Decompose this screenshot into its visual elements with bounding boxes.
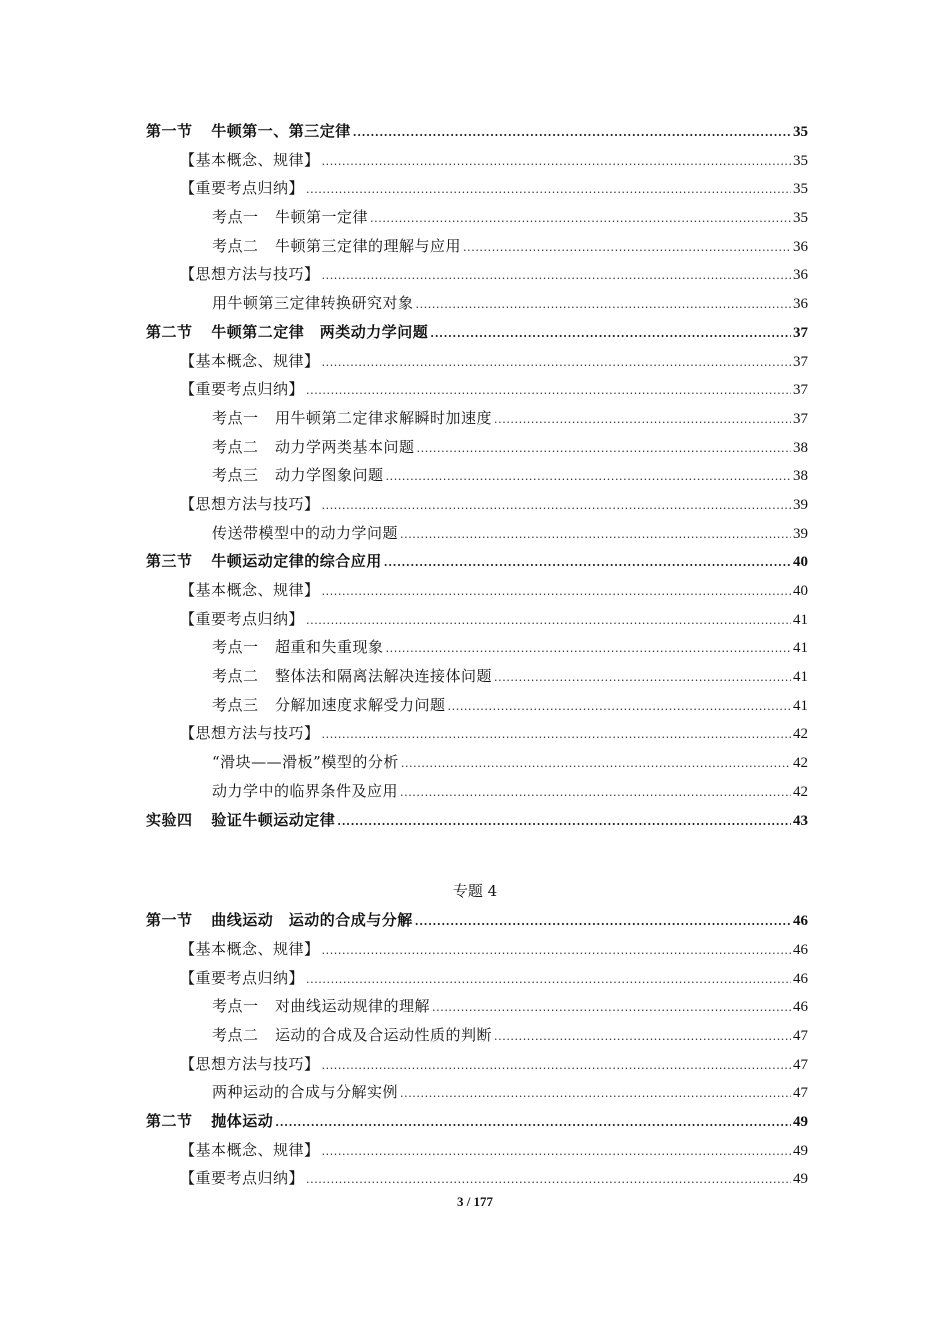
toc-entry-label: 考点二: [212, 437, 259, 456]
toc-entry-label: 第二节: [146, 1112, 193, 1130]
toc-entry[interactable]: [146, 146, 808, 175]
toc-entry-label: 考点三: [212, 695, 259, 714]
toc-entry-title: 动力学两类基本问题: [275, 437, 415, 456]
toc-entry[interactable]: [146, 1136, 808, 1165]
toc-entry-title: 用牛顿第三定律转换研究对象: [212, 294, 414, 313]
toc-entry-title: 抛体运动: [211, 1112, 274, 1130]
toc-entry-page-number: 37: [793, 382, 808, 399]
toc-section-part2: [146, 906, 808, 1193]
toc-entry-page-number: 49: [793, 1171, 808, 1188]
toc-entry-page-number: 41: [793, 669, 808, 686]
toc-section-part1: [146, 117, 808, 834]
toc-entry[interactable]: [146, 935, 808, 964]
toc-entry-title: 【基本概念、规律】: [180, 150, 320, 169]
toc-entry-title: 【重要考点归纳】: [180, 609, 305, 628]
dot-leader: [306, 607, 791, 636]
toc-entry-title: 传送带模型中的动力学问题: [212, 523, 399, 542]
toc-entry-label: 考点一: [212, 638, 259, 657]
dot-leader: [416, 291, 791, 320]
toc-entry-page-number: 46: [793, 913, 808, 930]
toc-entry-page-number: 47: [793, 1056, 808, 1073]
toc-entry-title: 【基本概念、规律】: [180, 581, 320, 599]
toc-entry-title: 【重要考点归纳】: [180, 380, 305, 399]
toc-entry-title: 分解加速度求解受力问题: [275, 695, 446, 714]
toc-entry-title: 验证牛顿运动定律: [211, 810, 336, 829]
toc-entry[interactable]: [146, 490, 808, 519]
dot-leader: [417, 435, 791, 464]
toc-entry-title: 【重要考点归纳】: [180, 179, 305, 198]
toc-entry[interactable]: [146, 203, 808, 232]
toc-entry-title: 【思想方法与技巧】: [180, 724, 320, 743]
toc-entry-title: 超重和失重现象: [275, 638, 384, 657]
toc-entry[interactable]: [146, 174, 808, 203]
toc-entry-page-number: 36: [793, 238, 808, 255]
toc-entry[interactable]: [146, 633, 808, 662]
toc-entry[interactable]: [146, 806, 808, 835]
dot-leader: [306, 1166, 791, 1195]
toc-entry-page-number: 49: [793, 1114, 808, 1130]
toc-entry-label: 考点一: [212, 408, 259, 427]
toc-entry-page-number: 43: [793, 812, 808, 829]
toc-entry-page-number: 39: [793, 496, 808, 513]
toc-entry[interactable]: [146, 662, 808, 691]
toc-entry-page-number: 36: [793, 296, 808, 313]
dot-leader: [322, 578, 791, 607]
toc-entry-label: 考点二: [212, 1025, 259, 1044]
toc-entry[interactable]: [146, 547, 808, 576]
dot-leader: [400, 521, 791, 550]
toc-entry-page-number: 35: [793, 152, 808, 169]
toc-entry[interactable]: [146, 347, 808, 376]
toc-entry-title: 【重要考点归纳】: [180, 1169, 305, 1188]
dot-leader: [306, 966, 791, 995]
toc-entry-page-number: 39: [793, 525, 808, 542]
dot-leader: [322, 1138, 791, 1167]
toc-entry[interactable]: [146, 1078, 808, 1107]
dot-leader: [400, 1080, 791, 1109]
toc-entry-page-number: 47: [793, 1027, 808, 1044]
toc-entry-page-number: 41: [793, 697, 808, 714]
dot-leader: [430, 320, 791, 349]
toc-entry-title: 【基本概念、规律】: [180, 1140, 320, 1159]
toc-entry[interactable]: [146, 777, 808, 806]
toc-entry-title: 牛顿第一、第三定律: [211, 122, 351, 140]
toc-entry-label: 实验四: [146, 810, 193, 829]
toc-entry-label: 第一节: [146, 911, 193, 930]
dot-leader: [322, 721, 791, 750]
dot-leader: [401, 750, 791, 779]
toc-entry-label: 考点二: [212, 667, 259, 686]
page-number-footer: 3 / 177: [456, 1194, 494, 1209]
toc-entry[interactable]: [146, 260, 808, 289]
table-of-contents: [146, 117, 808, 1193]
toc-entry-title: 两种运动的合成与分解实例: [212, 1083, 399, 1102]
toc-entry-page-number: 42: [793, 755, 808, 772]
toc-entry-page-number: 40: [793, 583, 808, 599]
toc-entry-title: 动力学图象问题: [275, 466, 384, 485]
toc-entry[interactable]: [146, 117, 808, 146]
toc-entry-title: 【思想方法与技巧】: [180, 494, 320, 513]
toc-entry[interactable]: [146, 719, 808, 748]
toc-entry[interactable]: [146, 1107, 808, 1136]
toc-entry-title: 牛顿第三定律的理解与应用: [275, 236, 462, 255]
dot-leader: [322, 937, 791, 966]
toc-entry[interactable]: [146, 992, 808, 1021]
toc-entry-page-number: 47: [793, 1085, 808, 1102]
toc-entry-title: 牛顿运动定律的综合应用: [211, 552, 382, 571]
dot-leader: [322, 492, 791, 521]
toc-entry-page-number: 42: [793, 783, 808, 800]
toc-entry[interactable]: [146, 433, 808, 462]
toc-entry[interactable]: [146, 519, 808, 548]
toc-entry-label: 考点二: [212, 236, 259, 255]
dot-leader: [386, 635, 791, 664]
toc-entry-label: 第三节: [146, 552, 193, 571]
toc-entry-title: 牛顿第二定律 两类动力学问题: [211, 322, 429, 341]
dot-leader: [306, 377, 791, 406]
dot-leader: [370, 205, 791, 234]
toc-entry[interactable]: [146, 318, 808, 347]
toc-entry-title: 动力学中的临界条件及应用: [212, 781, 399, 800]
toc-entry[interactable]: [146, 691, 808, 720]
toc-entry-page-number: 37: [793, 410, 808, 427]
dot-leader: [494, 1023, 791, 1052]
toc-entry[interactable]: [146, 375, 808, 404]
toc-entry[interactable]: [146, 1021, 808, 1050]
toc-entry[interactable]: [146, 576, 808, 605]
toc-entry-page-number: 35: [793, 210, 808, 227]
dot-leader: [384, 549, 791, 578]
dot-leader: [400, 779, 791, 808]
dot-leader: [448, 693, 791, 722]
toc-entry-title: 【思想方法与技巧】: [180, 265, 320, 284]
toc-entry-page-number: 38: [793, 468, 808, 485]
toc-entry-page-number: 41: [793, 640, 808, 657]
topic-heading: 专题 4: [452, 882, 498, 901]
toc-entry-page-number: 35: [793, 181, 808, 198]
toc-entry-page-number: 40: [793, 554, 808, 571]
dot-leader: [463, 234, 791, 263]
toc-entry-title: “滑块——滑板”模型的分析: [212, 753, 399, 772]
dot-leader: [353, 119, 791, 148]
toc-entry-page-number: 41: [793, 611, 808, 628]
dot-leader: [306, 176, 791, 205]
toc-entry-label: 考点一: [212, 997, 259, 1016]
toc-entry[interactable]: [146, 605, 808, 634]
toc-entry-page-number: 36: [793, 267, 808, 284]
dot-leader: [322, 1052, 791, 1081]
toc-entry[interactable]: [146, 1164, 808, 1193]
toc-entry-page-number: 35: [793, 124, 808, 140]
toc-entry-page-number: 37: [793, 353, 808, 370]
toc-entry-title: 运动的合成及合运动性质的判断: [275, 1025, 493, 1044]
dot-leader: [322, 349, 791, 378]
dot-leader: [494, 406, 791, 435]
toc-entry-page-number: 46: [793, 941, 808, 958]
toc-entry[interactable]: [146, 404, 808, 433]
toc-entry-page-number: 46: [793, 970, 808, 987]
toc-entry-title: 【思想方法与技巧】: [180, 1054, 320, 1073]
toc-entry-page-number: 46: [793, 999, 808, 1016]
dot-leader: [494, 664, 791, 693]
toc-entry-title: 牛顿第一定律: [275, 208, 369, 227]
dot-leader: [337, 808, 791, 837]
toc-entry[interactable]: [146, 906, 808, 935]
toc-entry[interactable]: [146, 1050, 808, 1079]
toc-entry-label: 考点三: [212, 466, 259, 485]
dot-leader: [275, 1109, 791, 1138]
toc-entry-title: 整体法和隔离法解决连接体问题: [275, 667, 493, 686]
toc-entry-title: 对曲线运动规律的理解: [275, 997, 431, 1016]
toc-entry-page-number: 38: [793, 439, 808, 456]
toc-entry-page-number: 37: [793, 324, 808, 341]
toc-entry[interactable]: [146, 289, 808, 318]
dot-leader: [432, 994, 791, 1023]
toc-entry-page-number: 42: [793, 726, 808, 743]
toc-entry-title: 【基本概念、规律】: [180, 351, 320, 370]
dot-leader: [322, 148, 791, 177]
toc-entry-label: 考点一: [212, 208, 259, 227]
toc-entry-label: 第二节: [146, 322, 193, 341]
section-spacer: [146, 834, 808, 876]
toc-entry-title: 【重要考点归纳】: [180, 968, 305, 987]
toc-entry[interactable]: [146, 461, 808, 490]
dot-leader: [322, 262, 791, 291]
toc-entry-title: 用牛顿第二定律求解瞬时加速度: [275, 408, 493, 427]
toc-entry[interactable]: [146, 748, 808, 777]
toc-entry-title: 曲线运动 运动的合成与分解: [211, 911, 413, 930]
toc-entry-label: 第一节: [146, 122, 193, 140]
toc-entry[interactable]: [146, 232, 808, 261]
toc-entry[interactable]: [146, 964, 808, 993]
toc-entry-title: 【基本概念、规律】: [180, 939, 320, 958]
dot-leader: [415, 908, 791, 937]
toc-entry-page-number: 49: [793, 1142, 808, 1159]
dot-leader: [386, 463, 791, 492]
